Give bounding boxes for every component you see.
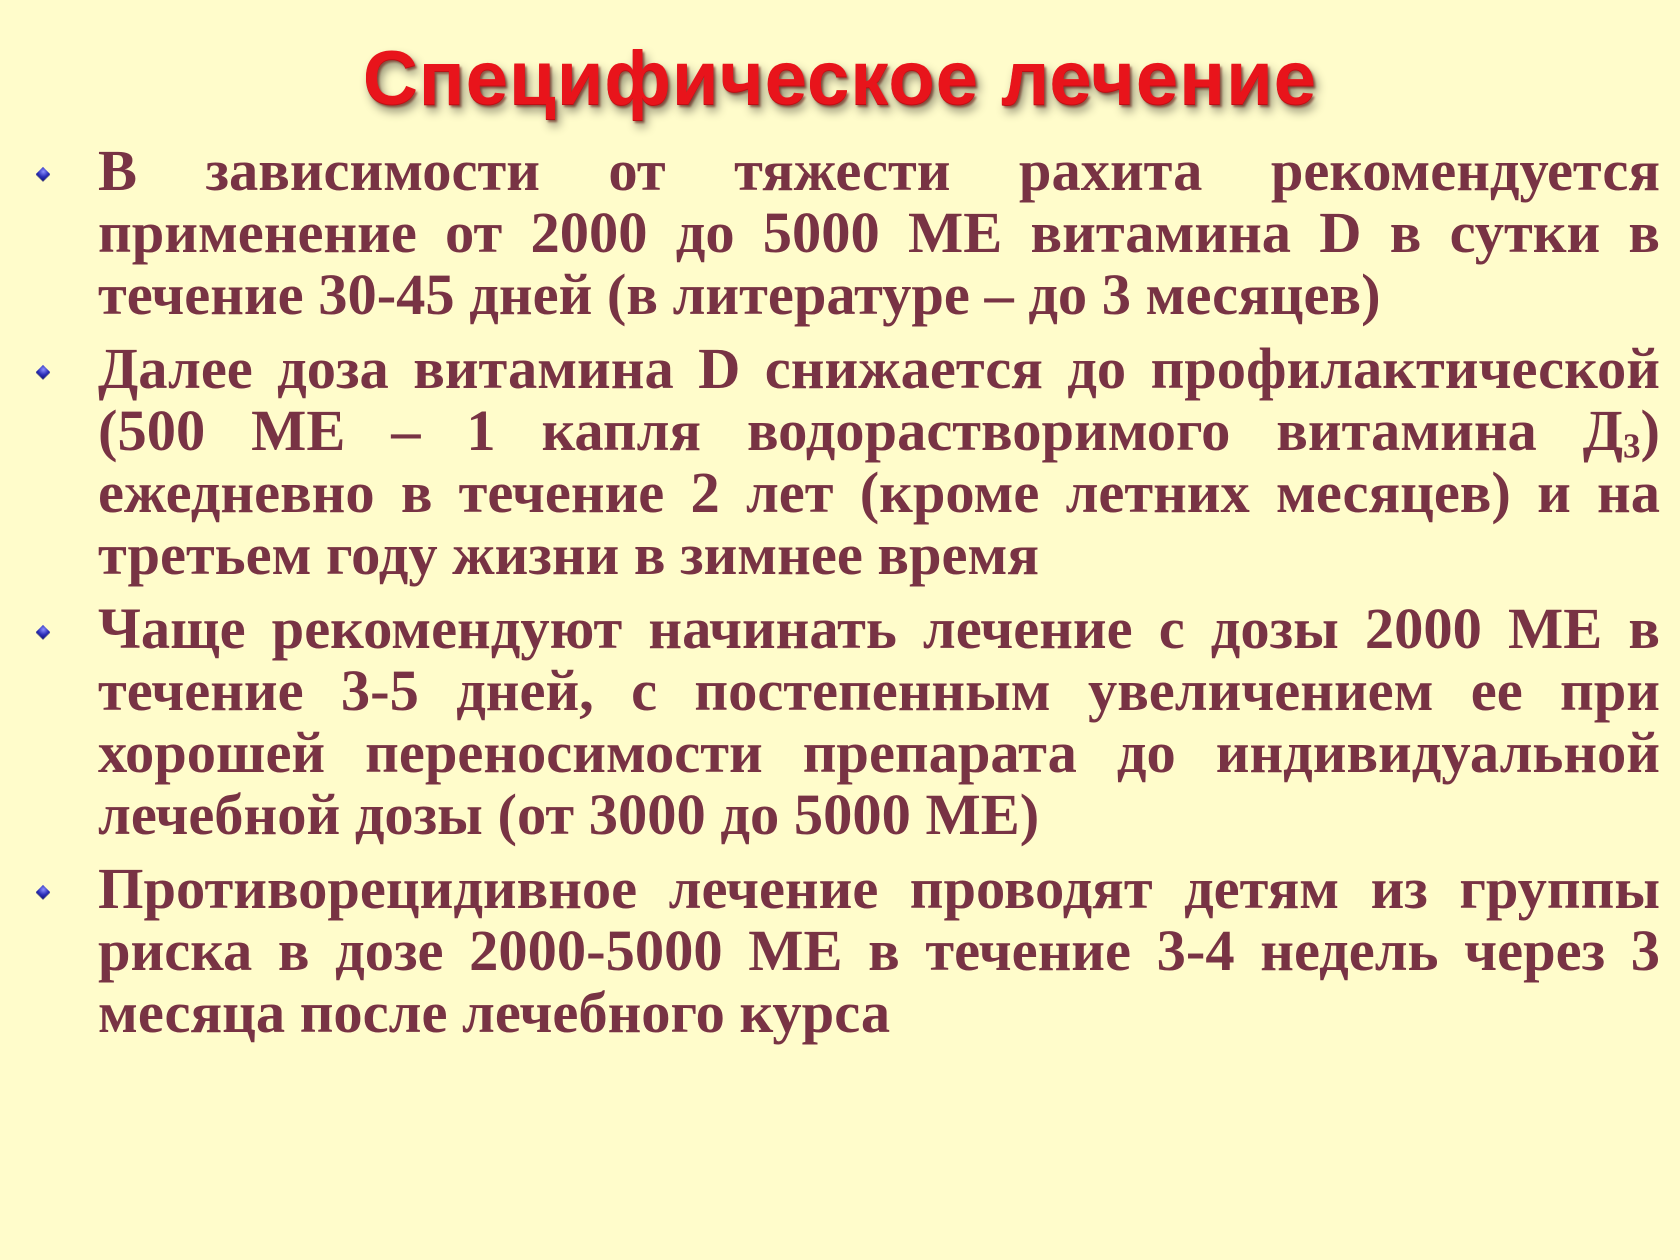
vitamin-d3-subscript: 3 [1622,426,1641,466]
bullet-item-1 [0,140,1680,326]
diamond-bullet-icon [36,365,50,379]
bullet-item-2 [0,338,1680,586]
bullet-text-1: В зависимости от тяжести рахита рекомендуется применение от 2000 до 5000 МЕ витамина D в сутки в течение 30-45 дней (в литературе – до 3 месяцев) [98,138,1660,327]
slide-title: Специфическое лечение [362,36,1318,121]
bullet-list [0,140,1680,1056]
diamond-bullet-icon [36,167,50,181]
bullet-text-2-part-2: ) ежедневно в течение 2 лет (кроме летних месяцев) и на третьем году жизни в зимнее время [98,398,1660,587]
diamond-bullet-icon [36,625,50,639]
bullet-text-4: Противорецидивное лечение проводят детям из группы риска в дозе 2000-5000 МЕ в течение 3-4 недель через 3 месяца после лечебного курса [98,856,1660,1045]
bullet-text-2-part-1: Далее доза витамина D снижается до профилактической (500 МЕ – 1 капля водорастворимого витамина Д [98,336,1660,463]
bullet-item-4 [0,858,1680,1044]
bullet-item-3 [0,598,1680,846]
diamond-bullet-icon [36,885,50,899]
bullet-text-3: Чаще рекомендуют начинать лечение с дозы 2000 МЕ в течение 3-5 дней, с постепенным увеличением ее при хорошей переносимости препарата до индивидуальной лечебной дозы (от 3000 до 5000 МЕ) [98,596,1660,847]
bullet-text-2 [98,338,1660,586]
